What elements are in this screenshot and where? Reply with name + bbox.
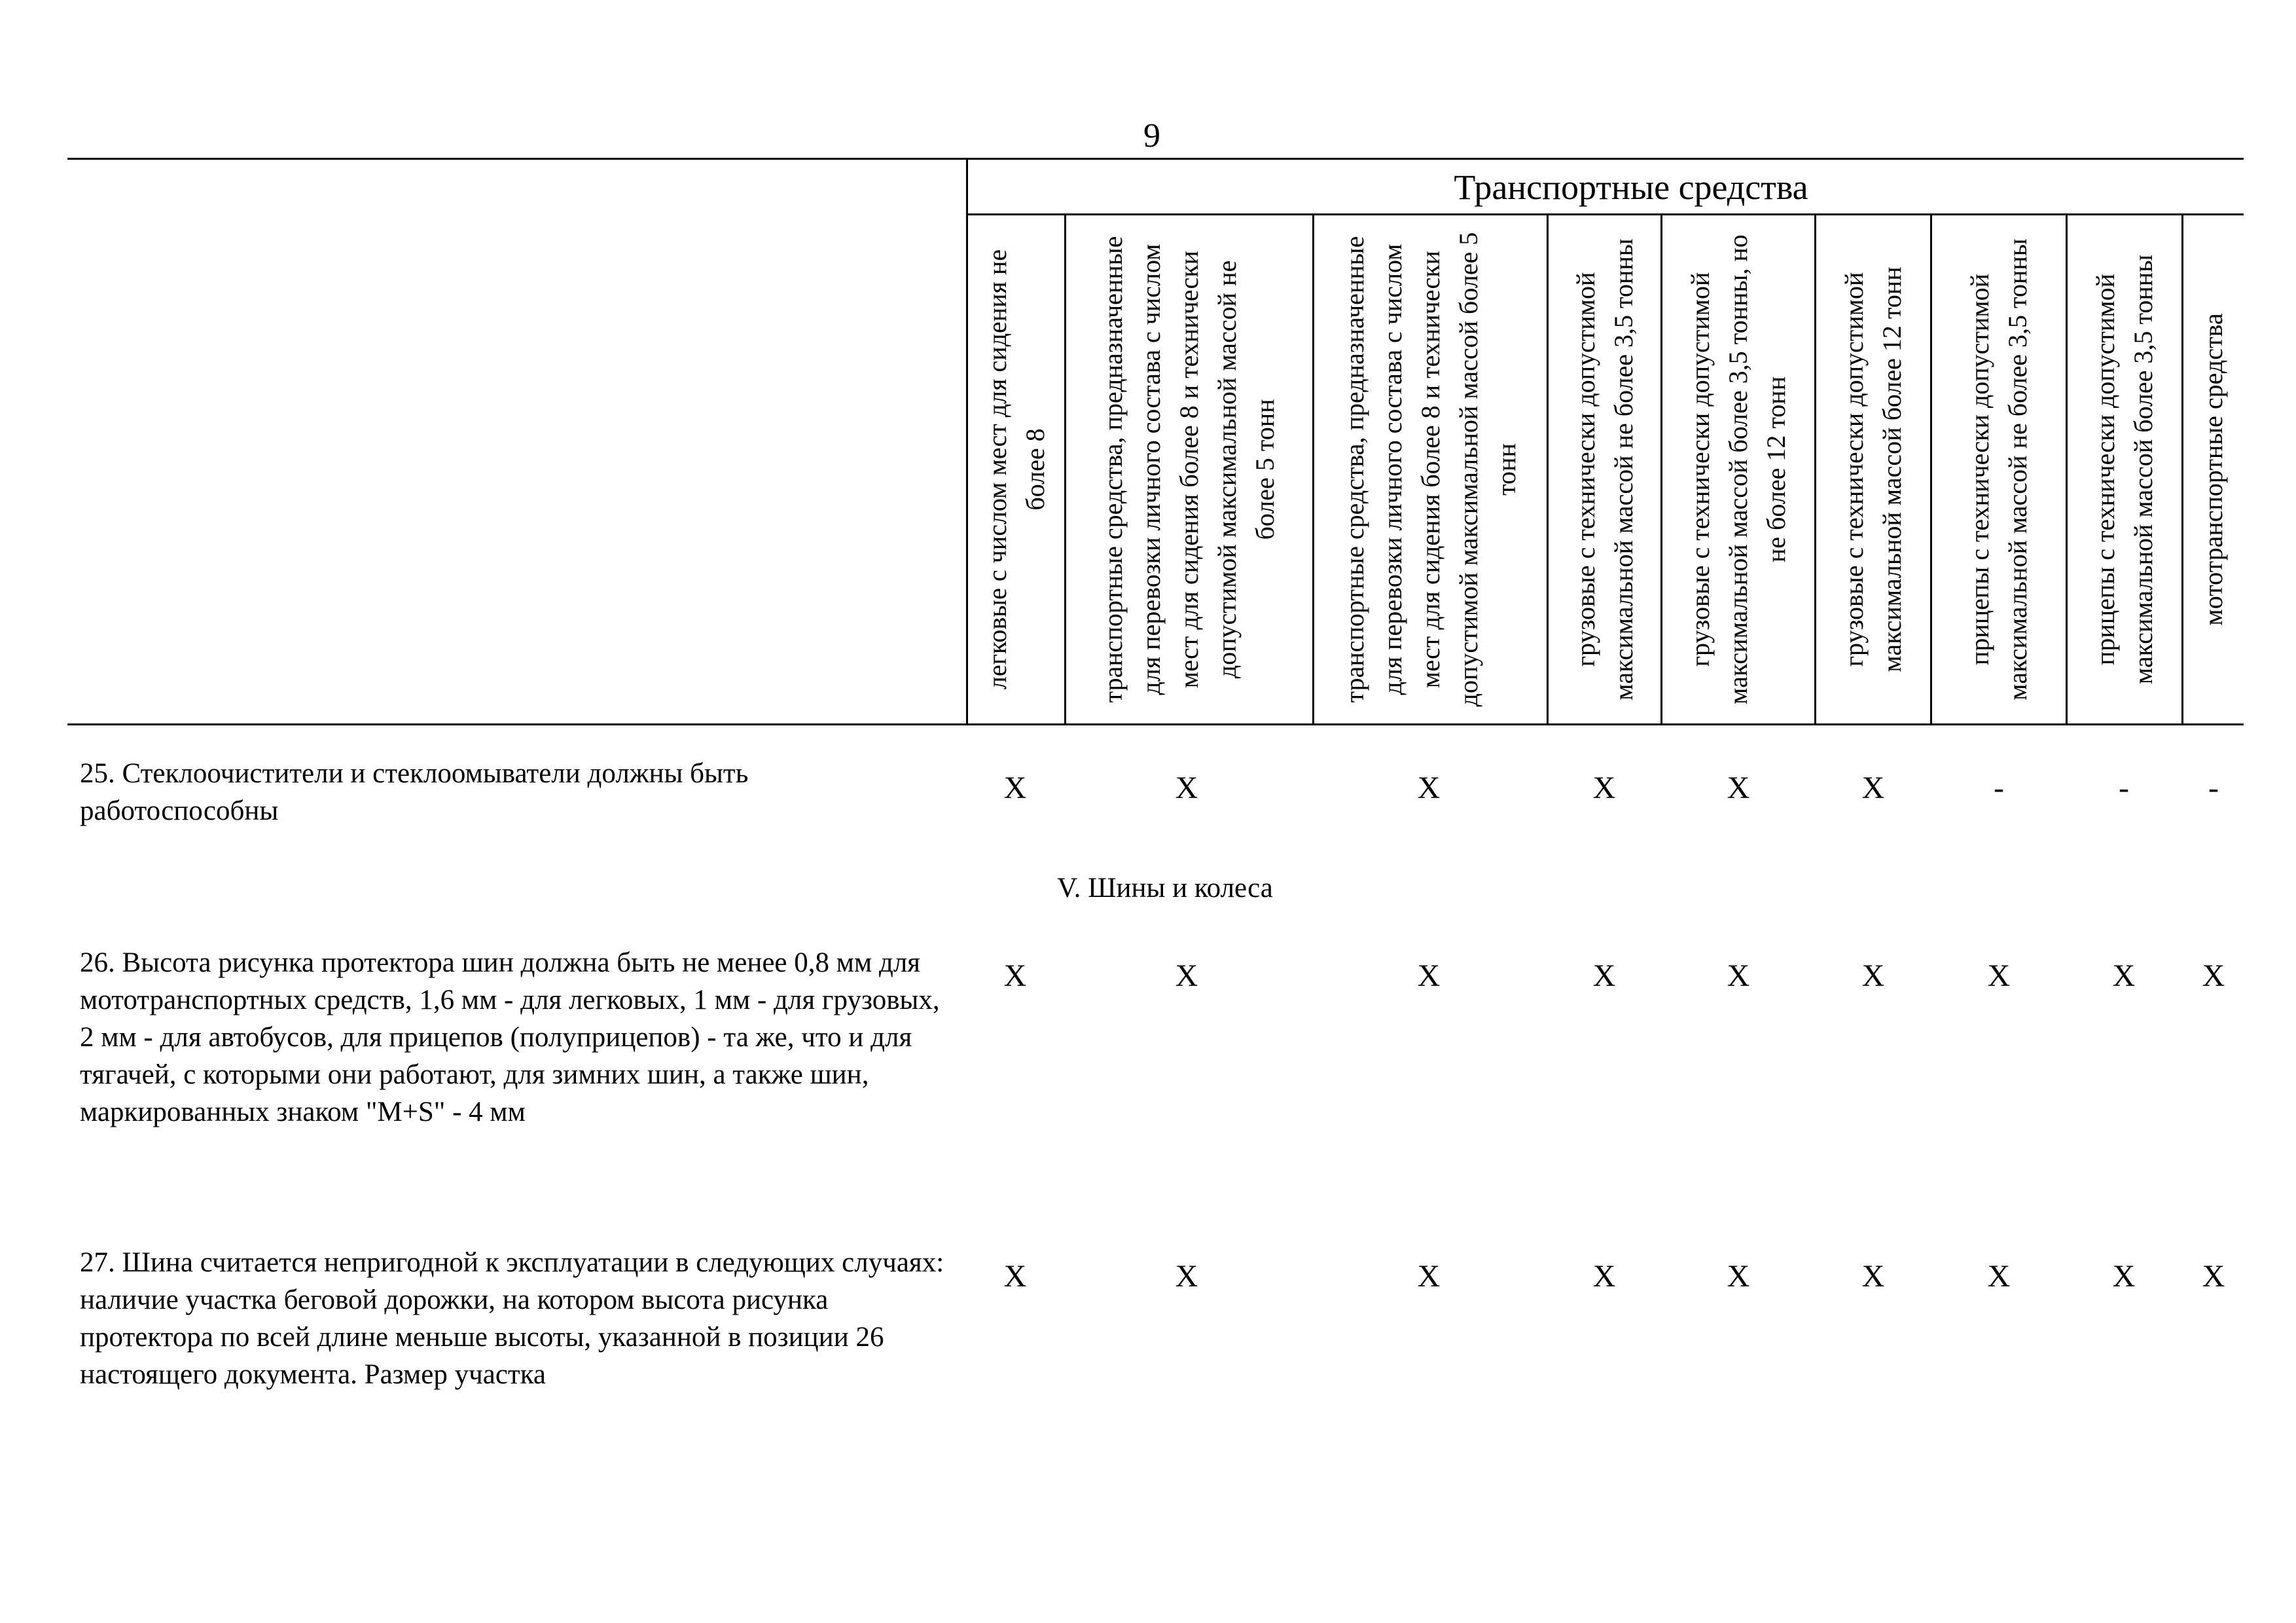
row-27-mark: X [1592,1259,1616,1294]
row-26-mark: X [1861,958,1885,993]
page-number: 9 [1143,117,1160,155]
column-header-label: мототранспортные средства [2198,313,2228,626]
requirement-25-text: 25. Стеклоочистители и стеклоомыватели должны быть работоспособны [80,758,749,826]
row-27-mark: X [1727,1259,1750,1294]
row-26-mark: X [1417,958,1441,993]
row-27-mark: X [2112,1259,2136,1294]
column-header-label: транспортные средства, предназначенные для перевозки личного состава с числом мест для сидения более 8 и технически допустимой максимальной массой более 5 тонн [1339,232,1521,707]
row-27-mark: X [1417,1259,1441,1294]
column-header-label: грузовые с технически допустимой максимальной массой не более 3,5 тонны [1570,238,1638,701]
row-25-mark: - [2208,771,2219,805]
column-header-label: прицепы с технически допустимой максимальной массой не более 3,5 тонны [1965,238,2032,701]
row-26-mark: X [2202,958,2225,993]
row-26-mark: X [1727,958,1750,993]
vehicles-header-title: Транспортные средства [1454,168,1808,207]
row-26-mark: X [1003,958,1027,993]
row-26-mark: X [1987,958,2011,993]
row-25-mark: - [1994,771,2004,805]
row-25-mark: X [1592,771,1616,805]
column-header [2068,215,2181,724]
row-25-mark: X [1175,771,1198,805]
row-26-mark: X [1175,958,1198,993]
column-header [1932,215,2066,724]
column-header [1549,215,1660,724]
column-header [1816,215,1930,724]
row-27-mark: X [1861,1259,1885,1294]
column-header [2183,215,2244,724]
column-header-label: грузовые с технически допустимой максимальной массой более 12 тонн [1839,266,1907,672]
row-26-mark: X [2112,958,2136,993]
column-header-label: легковые с числом мест для сидения не более 8 [982,249,1050,690]
row-27-mark: X [2202,1259,2225,1294]
requirement-26-text: 26. Высота рисунка протектора шин должна быть не менее 0,8 мм для мототранспортных средств, 1,6 мм - для легковых, 1 мм - для грузовых, 2 мм - для автобусов, для прицепов (полуприцепов) - та же, что и для тягачей, с которыми они работают, для зимних шин, а также шин, маркированных знаком "M+S" - 4 мм [80,947,940,1127]
row-26-mark: X [1592,958,1616,993]
row-25-mark: - [2119,771,2129,805]
row-25-mark: X [1417,771,1441,805]
table-top-border [67,158,2244,160]
column-header-label: прицепы с технически допустимой максимальной массой более 3,5 тонны [2090,254,2158,685]
column-header [1066,215,1312,724]
column-header [1662,215,1814,724]
column-header-label: транспортные средства, предназначенные для перевозки личного состава с числом мест для сидения более 8 и технически допустимой максимальной массой не более 5 тонн [1098,236,1280,703]
row-25-mark: X [1861,771,1885,805]
requirement-27-text: 27. Шина считается непригодной к эксплуатации в следующих случаях: наличие участка беговой дорожки, на котором высота рисунка протектора по всей длине меньше высоты, указанной в позиции 26 настоящего документа. Размер участка [80,1247,944,1390]
row-27-mark: X [1003,1259,1027,1294]
row-27-mark: X [1175,1259,1198,1294]
row-25-mark: X [1003,771,1027,805]
row-27-mark: X [1987,1259,2011,1294]
column-header-label: грузовые с технически допустимой максимальной массой более 3,5 тонны, но не более 12 тонн [1685,234,1791,704]
column-header [1314,215,1547,724]
row-25-mark: X [1727,771,1750,805]
section-title: V. Шины и колеса [1057,873,1273,903]
column-header [968,215,1064,724]
